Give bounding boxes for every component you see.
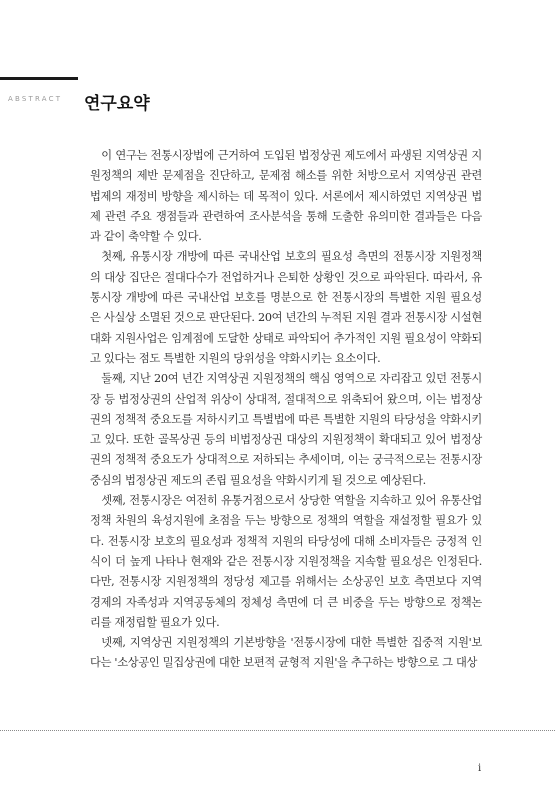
abstract-body: [90, 146, 482, 674]
paragraph-third: 셋째, 전통시장은 여전히 유통거점으로서 상당한 역할을 지속하고 있어 유통산업 정책 차원의 육성지원에 초점을 두는 방향으로 정책의 역할을 재설정할 필요가 있다. 전통시장 보호의 필요성과 정책적 지원의 타당성에 대해 소비자들은 긍정적 인식이 더 높게 나타나 현재와 같은 전통시장 지원정책을 지속할 필요성은 인정된다. 다만, 전통시장 지원정책의 정당성 제고를 위해서는 소상공인 보호 측면보다 지역경제의 자족성과 지역공동체의 정체성 측면에 더 큰 비중을 두는 방향으로 정책논리를 재정립할 필요가 있다.: [90, 494, 482, 629]
section-title: 연구요약: [84, 94, 150, 114]
footer-dotted-rule: [0, 730, 555, 731]
section-header: [0, 89, 555, 113]
header-top-rule: [0, 77, 78, 80]
section-eyebrow: ABSTRACT: [8, 95, 63, 103]
paragraph-second: 둘째, 지난 20여 년간 지역상권 지원정책의 핵심 영역으로 자리잡고 있던 전통시장 등 법정상권의 산업적 위상이 상대적, 절대적으로 위축되어 왔으며, 이는 법정상권의 정책적 중요도를 저하시키고 특별법에 따른 특별한 지원의 타당성을 약화시키고 있다. 또한 골목상권 등의 비법정상권 대상의 지원정책이 확대되고 있어 법정상권의 정책적 중요도가 상대적으로 저하되는 추세이며, 이는 궁극적으로는 전통시장 중심의 법정상권 제도의 존립 필요성을 약화시키게 될 것으로 예상된다.: [90, 372, 482, 487]
paragraph-fourth: 넷째, 지역상권 지원정책의 기본방향을 '전통시장에 대한 특별한 집중적 지원'보다는 '소상공인 밀집상권에 대한 보편적 균형적 지원'을 추구하는 방향으로 그 대상: [90, 636, 482, 670]
paragraph-first: 첫째, 유통시장 개방에 따른 국내산업 보호의 필요성 측면의 전통시장 지원정책의 대상 집단은 절대다수가 전업하거나 은퇴한 상황인 것으로 파악된다. 따라서, 유통시장 개방에 따른 국내산업 보호를 명분으로 한 전통시장의 특별한 지원 필요성은 사실상 소멸된 것으로 판단된다. 20여 년간의 누적된 지원 결과 전통시장 시설현대화 지원사업은 임계점에 도달한 상태로 파악되어 추가적인 지원 필요성이 약화되고 있다는 점도 특별한 지원의 당위성을 약화시키는 요소이다.: [90, 250, 482, 365]
page-number: i: [478, 763, 482, 774]
paragraph-intro: 이 연구는 전통시장법에 근거하여 도입된 법정상권 제도에서 파생된 지역상권 지원정책의 제반 문제점을 진단하고, 문제점 해소를 위한 처방으로서 지역상권 관련 법제의 재정비 방향을 제시하는 데 목적이 있다. 서론에서 제시하였던 지역상권 법제 관련 주요 쟁점들과 관련하여 조사분석을 통해 도출한 유의미한 결과들은 다음과 같이 축약할 수 있다.: [90, 149, 482, 244]
